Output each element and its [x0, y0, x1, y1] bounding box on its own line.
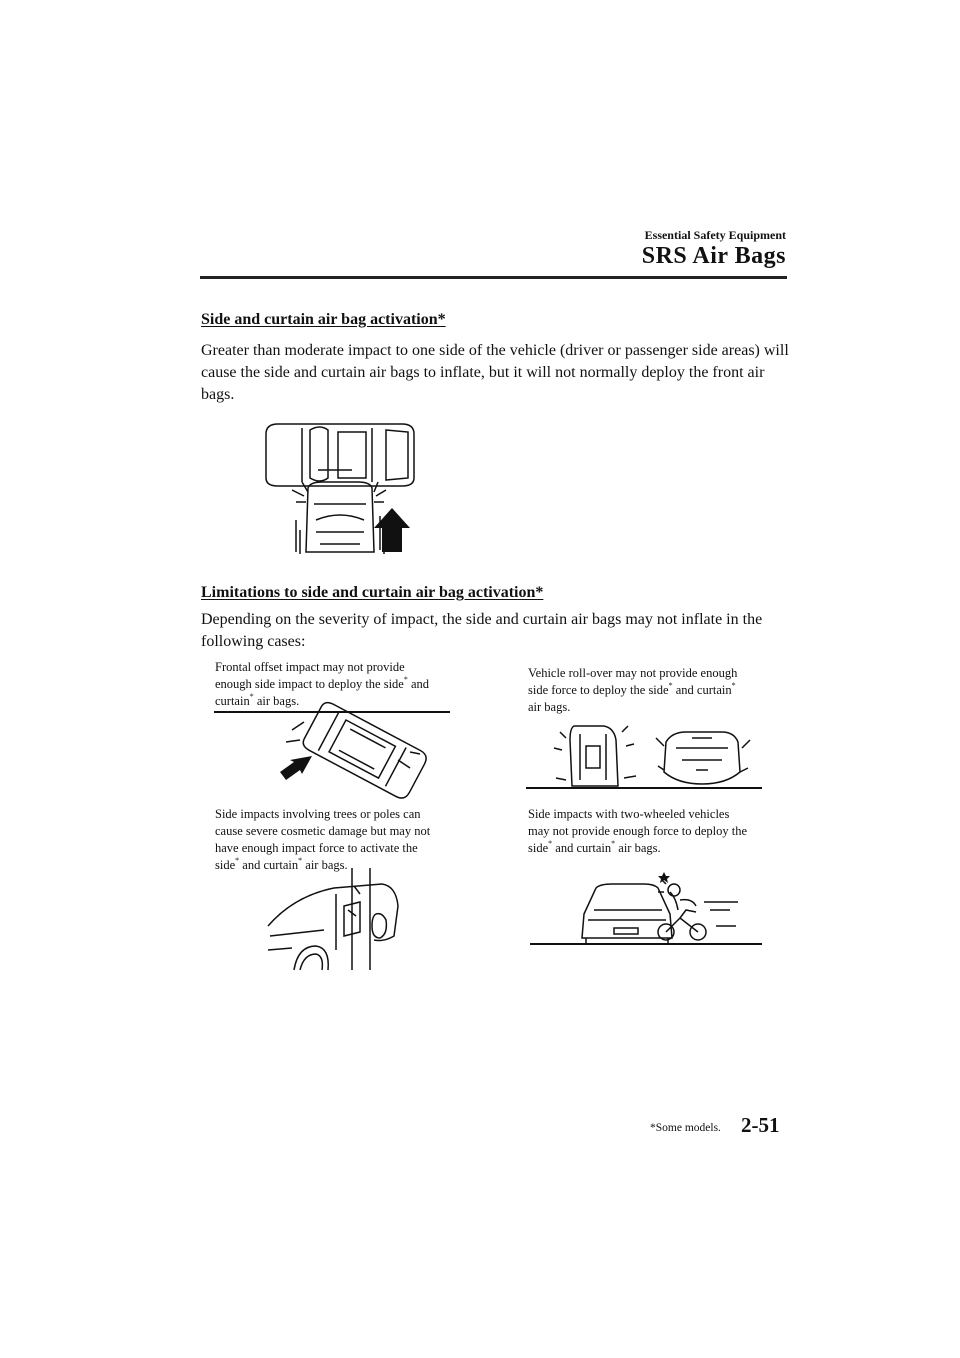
- case-caption-rollover: Vehicle roll-over may not provide enough side force to deploy the side* and curtain* air bags.: [528, 666, 738, 714]
- section-body-side-curtain-activation: Greater than moderate impact to one side of the vehicle (driver or passenger side areas) will cause the side and curtain air bags to inflate, but it will not normally deploy the front air bags.: [201, 342, 789, 403]
- frontal-offset-illustration: [214, 708, 454, 792]
- tree-pole-illustration: [264, 866, 404, 976]
- case-caption-two-wheeled: Side impacts with two-wheeled vehicles may not provide enough force to deploy the side* and curtain* air bags.: [528, 807, 748, 855]
- case-caption-tree-pole: Side impacts involving trees or poles can cause severe cosmetic damage but may not have enough impact force to activate the side* and curtain* air bags.: [215, 807, 431, 872]
- motorcycle-impact-illustration: [530, 870, 764, 948]
- rollover-illustration: [526, 718, 766, 792]
- section-label: Essential Safety Equipment: [644, 228, 786, 242]
- section-body-limitations: Depending on the severity of impact, the side and curtain air bags may not inflate in the following cases:: [201, 611, 763, 650]
- section-heading-limitations: Limitations to side and curtain air bag activation*: [201, 584, 544, 601]
- footnote-some-models: *Some models.: [650, 1122, 721, 1134]
- page-number: 2-51: [741, 1113, 780, 1137]
- side-impact-illustration: [262, 420, 422, 560]
- page-title: SRS Air Bags: [641, 243, 786, 269]
- case-caption-frontal-offset: Frontal offset impact may not provide enough side impact to deploy the side* and curtain* air bags.: [215, 660, 430, 708]
- section-heading-side-curtain-activation: Side and curtain air bag activation*: [201, 311, 446, 328]
- header-rule: [200, 276, 787, 279]
